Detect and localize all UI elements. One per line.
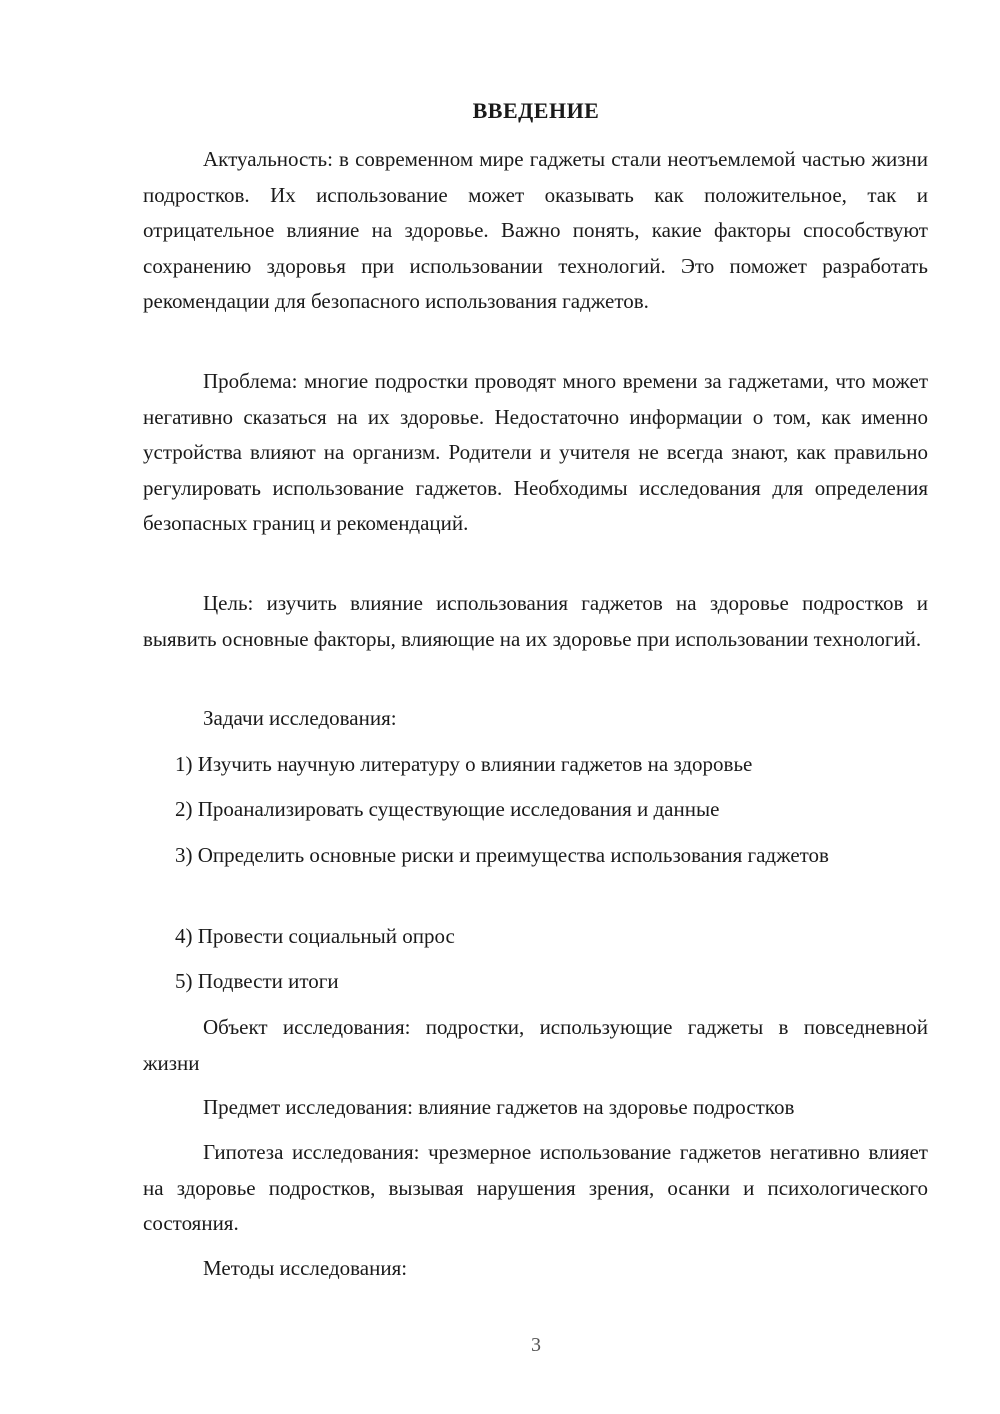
task-item-1: 1) Изучить научную литературу о влиянии гаджетов на здоровье [175, 752, 753, 776]
paragraph-problem: Проблема: многие подростки проводят много времени за гаджетами, что может негативно сказаться на их здоровье. Недостаточно информации о том, как именно устройства влияют на организм. Родители и учителя не всегда знают, как правильно регулировать использование гаджетов. Необходимы исследования для определения безопасных границ и рекомендаций. [143, 369, 928, 535]
paragraph-relevance: Актуальность: в современном мире гаджеты стали неотъемлемой частью жизни подростков. Их использование может оказывать как положительное, так и отрицательное влияние на здоровье. Важно понять, какие факторы способствуют сохранению здоровья при использовании технологий. Это поможет разработать рекомендации для безопасного использования гаджетов. [143, 147, 928, 313]
task-item-4: 4) Провести социальный опрос [175, 924, 455, 948]
paragraph-goal: Цель: изучить влияние использования гаджетов на здоровье подростков и выявить основные факторы, влияющие на их здоровье при использовании технологий. [143, 591, 928, 651]
page-number: 3 [531, 1334, 541, 1356]
task-item-2: 2) Проанализировать существующие исследования и данные [175, 797, 720, 821]
paragraph-hypothesis: Гипотеза исследования: чрезмерное использование гаджетов негативно влияет на здоровье подростков, вызывая нарушения зрения, осанки и психологического состояния. [143, 1140, 928, 1235]
section-title: ВВЕДЕНИЕ [472, 98, 600, 123]
paragraph-subject: Предмет исследования: влияние гаджетов на здоровье подростков [203, 1095, 795, 1119]
paragraph-object: Объект исследования: подростки, использующие гаджеты в повседневной жизни [143, 1015, 928, 1075]
task-item-3: 3) Определить основные риски и преимущества использования гаджетов [175, 843, 829, 867]
paragraph-methods: Методы исследования: [203, 1256, 408, 1280]
tasks-heading: Задачи исследования: [203, 706, 397, 730]
task-item-5: 5) Подвести итоги [175, 969, 339, 993]
